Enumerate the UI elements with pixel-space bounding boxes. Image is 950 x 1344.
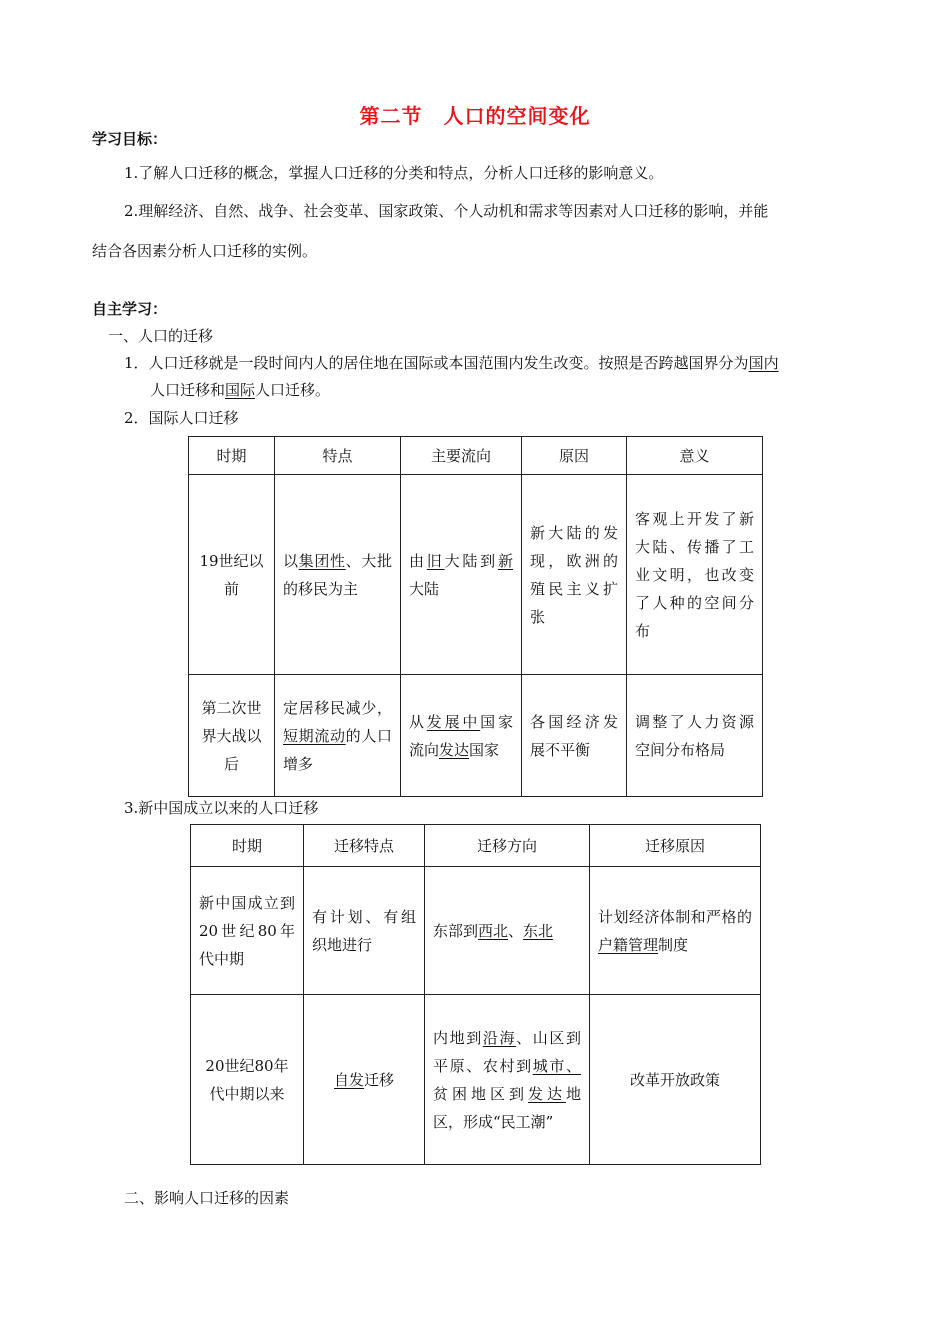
cell-period: 第二次世界大战以后 xyxy=(189,675,275,797)
column-header-feature: 特点 xyxy=(275,437,401,475)
self-study-heading: 自主学习： xyxy=(92,300,168,318)
cell-feature: 自发迁移 xyxy=(304,995,425,1165)
cell-period: 20世纪80年代中期以来 xyxy=(191,995,304,1165)
table-row xyxy=(189,475,763,675)
blank-answer-domestic: 国内 xyxy=(748,354,779,372)
blank-answer: 集团性 xyxy=(298,551,346,570)
objectives-heading: 学习目标： xyxy=(92,130,168,148)
table-header-row xyxy=(191,825,761,867)
paragraph-1-text-a: 人口迁移就是一段时间内人的居住地在国际或本国范围内发生改变。按照是否跨越国界分为 xyxy=(148,354,749,372)
table-row xyxy=(191,995,761,1165)
blank-answer: 新 xyxy=(497,551,513,570)
paragraph-1-number: 1． xyxy=(124,354,149,372)
objective-item-2-line-2: 结合各因素分析人口迁移的实例。 xyxy=(92,242,318,260)
blank-answer: 旧 xyxy=(426,551,445,570)
paragraph-1-line-2 xyxy=(150,379,330,401)
blank-answer: 户籍管理 xyxy=(598,935,659,954)
cell-meaning: 客观上开发了新大陆、传播了工业文明，也改变了人种的空间分布 xyxy=(627,475,763,675)
blank-answer: 发达 xyxy=(527,1084,566,1103)
international-migration-table xyxy=(188,436,763,797)
blank-answer: 西北 xyxy=(478,921,509,940)
cell-flow: 由旧大陆到新大陆 xyxy=(401,475,522,675)
column-header-migration-direction: 迁移方向 xyxy=(425,825,590,867)
blank-answer: 城市、 xyxy=(532,1056,581,1075)
column-header-period: 时期 xyxy=(189,437,275,475)
column-header-period: 时期 xyxy=(191,825,304,867)
cell-meaning: 调整了人力资源空间分布格局 xyxy=(627,675,763,797)
objective-item-1: 1.了解人口迁移的概念，掌握人口迁移的分类和特点，分析人口迁移的影响意义。 xyxy=(124,164,664,182)
column-header-meaning: 意义 xyxy=(627,437,763,475)
cell-feature: 有计划、有组织地进行 xyxy=(304,867,425,995)
blank-answer: 东北 xyxy=(523,921,554,940)
cell-direction: 东部到西北、东北 xyxy=(425,867,590,995)
paragraph-3-heading: 3.新中国成立以来的人口迁移 xyxy=(124,799,319,817)
section-1-heading: 一、人口的迁移 xyxy=(108,327,214,345)
blank-answer: 沿海 xyxy=(482,1028,517,1047)
column-header-reason: 原因 xyxy=(522,437,627,475)
table-row xyxy=(189,675,763,797)
cell-reason: 改革开放政策 xyxy=(590,995,761,1165)
paragraph-1-line-1 xyxy=(124,352,779,374)
column-header-main-flow: 主要流向 xyxy=(401,437,522,475)
blank-answer: 自发 xyxy=(333,1070,364,1089)
cell-reason: 各国经济发展不平衡 xyxy=(522,675,627,797)
cell-direction: 内地到沿海、山区到平原、农村到城市、贫困地区到发达地区，形成“民工潮” xyxy=(425,995,590,1165)
paragraph-1-text-c: 人口迁移。 xyxy=(255,381,331,399)
cell-reason: 计划经济体制和严格的户籍管理制度 xyxy=(590,867,761,995)
blank-answer: 发达 xyxy=(439,740,470,759)
blank-answer-international: 国际 xyxy=(225,381,256,399)
cell-reason: 新大陆的发现，欧洲的殖民主义扩张 xyxy=(522,475,627,675)
page-title: 第二节 人口的空间变化 xyxy=(359,104,591,128)
cell-flow: 从发展中国家流向发达国家 xyxy=(401,675,522,797)
china-migration-table xyxy=(190,824,761,1165)
table-header-row xyxy=(189,437,763,475)
cell-feature: 以集团性、大批的移民为主 xyxy=(275,475,401,675)
paragraph-2-heading: 2．国际人口迁移 xyxy=(124,409,239,427)
section-2-heading: 二、影响人口迁移的因素 xyxy=(124,1189,290,1207)
cell-period: 新中国成立到20世纪80年代中期 xyxy=(191,867,304,995)
table-row xyxy=(191,867,761,995)
objective-item-2-line-1: 2.理解经济、自然、战争、社会变革、国家政策、个人动机和需求等因素对人口迁移的影响，并能 xyxy=(124,202,769,220)
blank-answer: 短期流动 xyxy=(283,726,346,745)
blank-answer: 发展中 xyxy=(426,712,481,731)
paragraph-1-text-b: 人口迁移和 xyxy=(150,381,226,399)
cell-period: 19世纪以前 xyxy=(189,475,275,675)
cell-feature: 定居移民减少，短期流动的人口增多 xyxy=(275,675,401,797)
column-header-migration-feature: 迁移特点 xyxy=(304,825,425,867)
column-header-migration-reason: 迁移原因 xyxy=(590,825,761,867)
